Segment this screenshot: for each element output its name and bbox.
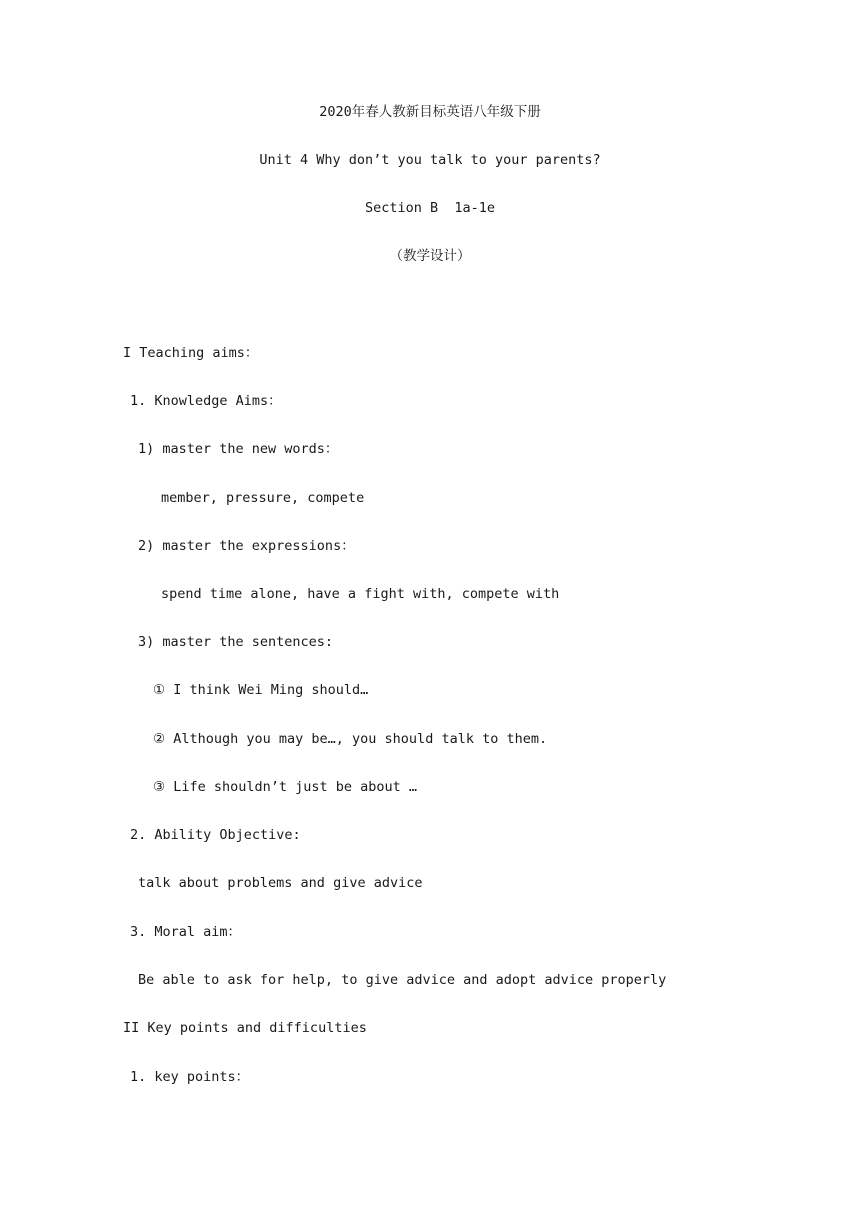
new-words-list: member, pressure, compete	[161, 490, 365, 506]
key-points-heading: II Key points and difficulties	[123, 1020, 367, 1036]
sentence-item: ① I think Wei Ming should…	[153, 682, 369, 698]
section-title: Section B 1a-1e	[364, 200, 496, 216]
key-points-subheading: 1. key points：	[130, 1069, 250, 1085]
subtitle: （教学设计）	[389, 248, 471, 264]
ability-objective-text: talk about problems and give advice	[138, 875, 423, 891]
sentence-item: ③ Life shouldn’t just be about …	[153, 779, 418, 795]
sentences-label: 3) master the sentences:	[138, 634, 334, 650]
expressions-label: 2) master the expressions：	[138, 538, 355, 554]
ability-objective-heading: 2. Ability Objective:	[130, 827, 301, 843]
document-title: 2020年春人教新目标英语八年级下册	[319, 104, 541, 120]
sentence-item: ② Although you may be…, you should talk to them.	[153, 731, 548, 747]
knowledge-aims-heading: 1. Knowledge Aims：	[130, 393, 282, 409]
new-words-label: 1) master the new words：	[138, 441, 339, 457]
expressions-list: spend time alone, have a fight with, compete with	[161, 586, 560, 602]
moral-aim-text: Be able to ask for help, to give advice and adopt advice properly	[138, 972, 667, 988]
moral-aim-heading: 3. Moral aim：	[130, 924, 242, 940]
teaching-aims-heading: I Teaching aims：	[123, 345, 259, 361]
unit-title: Unit 4 Why don’t you talk to your parents?	[259, 152, 601, 168]
